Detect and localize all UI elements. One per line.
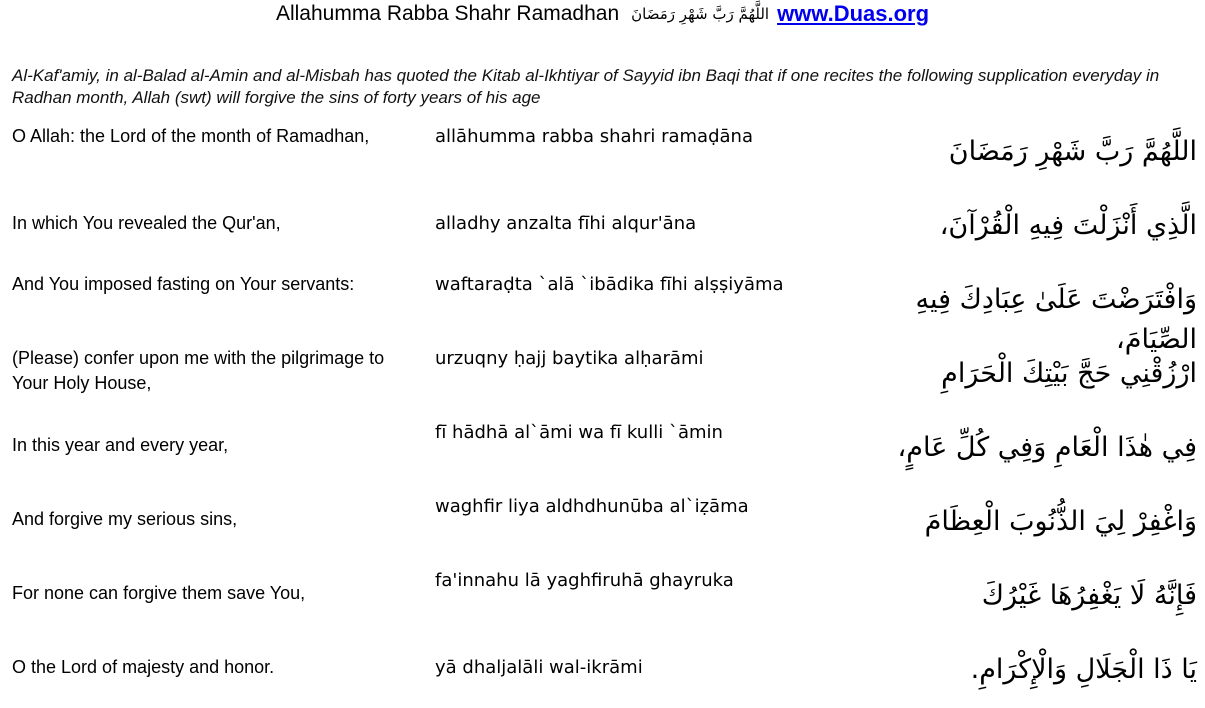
supplication-row [0,494,1205,560]
transliteration-text: allāhumma rabba shahri ramaḍāna [435,126,753,147]
transliteration-text: fī hādhā al`āmi wa fī kulli `āmin [435,422,723,443]
page-title-arabic: اللَّهُمَّ رَبَّ شَهْرِ رَمَضَانَ [631,5,770,23]
transliteration-text: yā dhaljalāli wal-ikrāmi [435,657,643,678]
arabic-text: ارْزُقْنِي حَجَّ بَيْتِكَ الْحَرَامِ [941,358,1197,389]
site-link[interactable]: www.Duas.org [777,1,930,26]
page-title: Allahumma Rabba Shahr Ramadhan [275,2,620,25]
supplication-row [0,272,1205,355]
english-text: (Please) confer upon me with the pilgrimage to Your Holy House, [12,348,385,393]
supplication-row [0,198,1205,264]
transliteration-text: waghfir liya aldhdhunūba al`iẓāma [435,496,749,517]
supplication-row [0,642,1205,708]
english-text: In this year and every year, [12,435,229,455]
intro-paragraph: Al-Kaf'amiy, in al-Balad al-Amin and al-Misbah has quoted the Kitab al-Ikhtiyar of Sayyid ibn Baqi that if one recites the following supplication everyday in Radhan month, Allah (swt) will forgive the sins of forty years of his age [12,66,1160,107]
supplication-row [0,124,1205,190]
english-text: For none can forgive them save You, [12,583,306,603]
english-text: O the Lord of majesty and honor. [12,657,275,677]
english-text: And You imposed fasting on Your servants: [12,274,355,294]
arabic-text: فِي هٰذَا الْعَامِ وَفِي كُلِّ عَامٍ، [897,432,1197,463]
arabic-text: وَاغْفِرْ لِيَ الذُّنُوبَ الْعِظَامَ [924,506,1197,537]
arabic-text: فَإِنَّهُ لَا يَغْفِرُهَا غَيْرُكَ [981,580,1197,611]
transliteration-text: fa'innahu lā yaghfiruhā ghayruka [435,570,734,591]
english-text: In which You revealed the Qur'an, [12,213,281,233]
page-header [0,0,1205,30]
english-text: O Allah: the Lord of the month of Ramadhan, [12,126,370,146]
arabic-text: اللَّهُمَّ رَبَّ شَهْرِ رَمَضَانَ [948,136,1197,167]
supplication-row [0,346,1205,412]
transliteration-text: waftaraḍta `alā `ibādika fīhi alṣṣiyāma [435,274,784,295]
supplication-row [0,420,1205,486]
transliteration-text: urzuqny ḥajj baytika alḥarāmi [435,348,704,369]
english-text: And forgive my serious sins, [12,509,238,529]
arabic-text: الَّذِي أَنْزَلْتَ فِيهِ الْقُرْآنَ، [939,210,1197,241]
arabic-text: وَافْتَرَضْتَ عَلَىٰ عِبَادِكَ فِيهِ الصِّيَامَ، [915,284,1197,355]
transliteration-text: alladhy anzalta fīhi alqur'āna [435,213,697,234]
arabic-text: يَا ذَا الْجَلَالِ وَالْإِكْرَامِ. [970,654,1197,685]
supplication-row [0,568,1205,634]
